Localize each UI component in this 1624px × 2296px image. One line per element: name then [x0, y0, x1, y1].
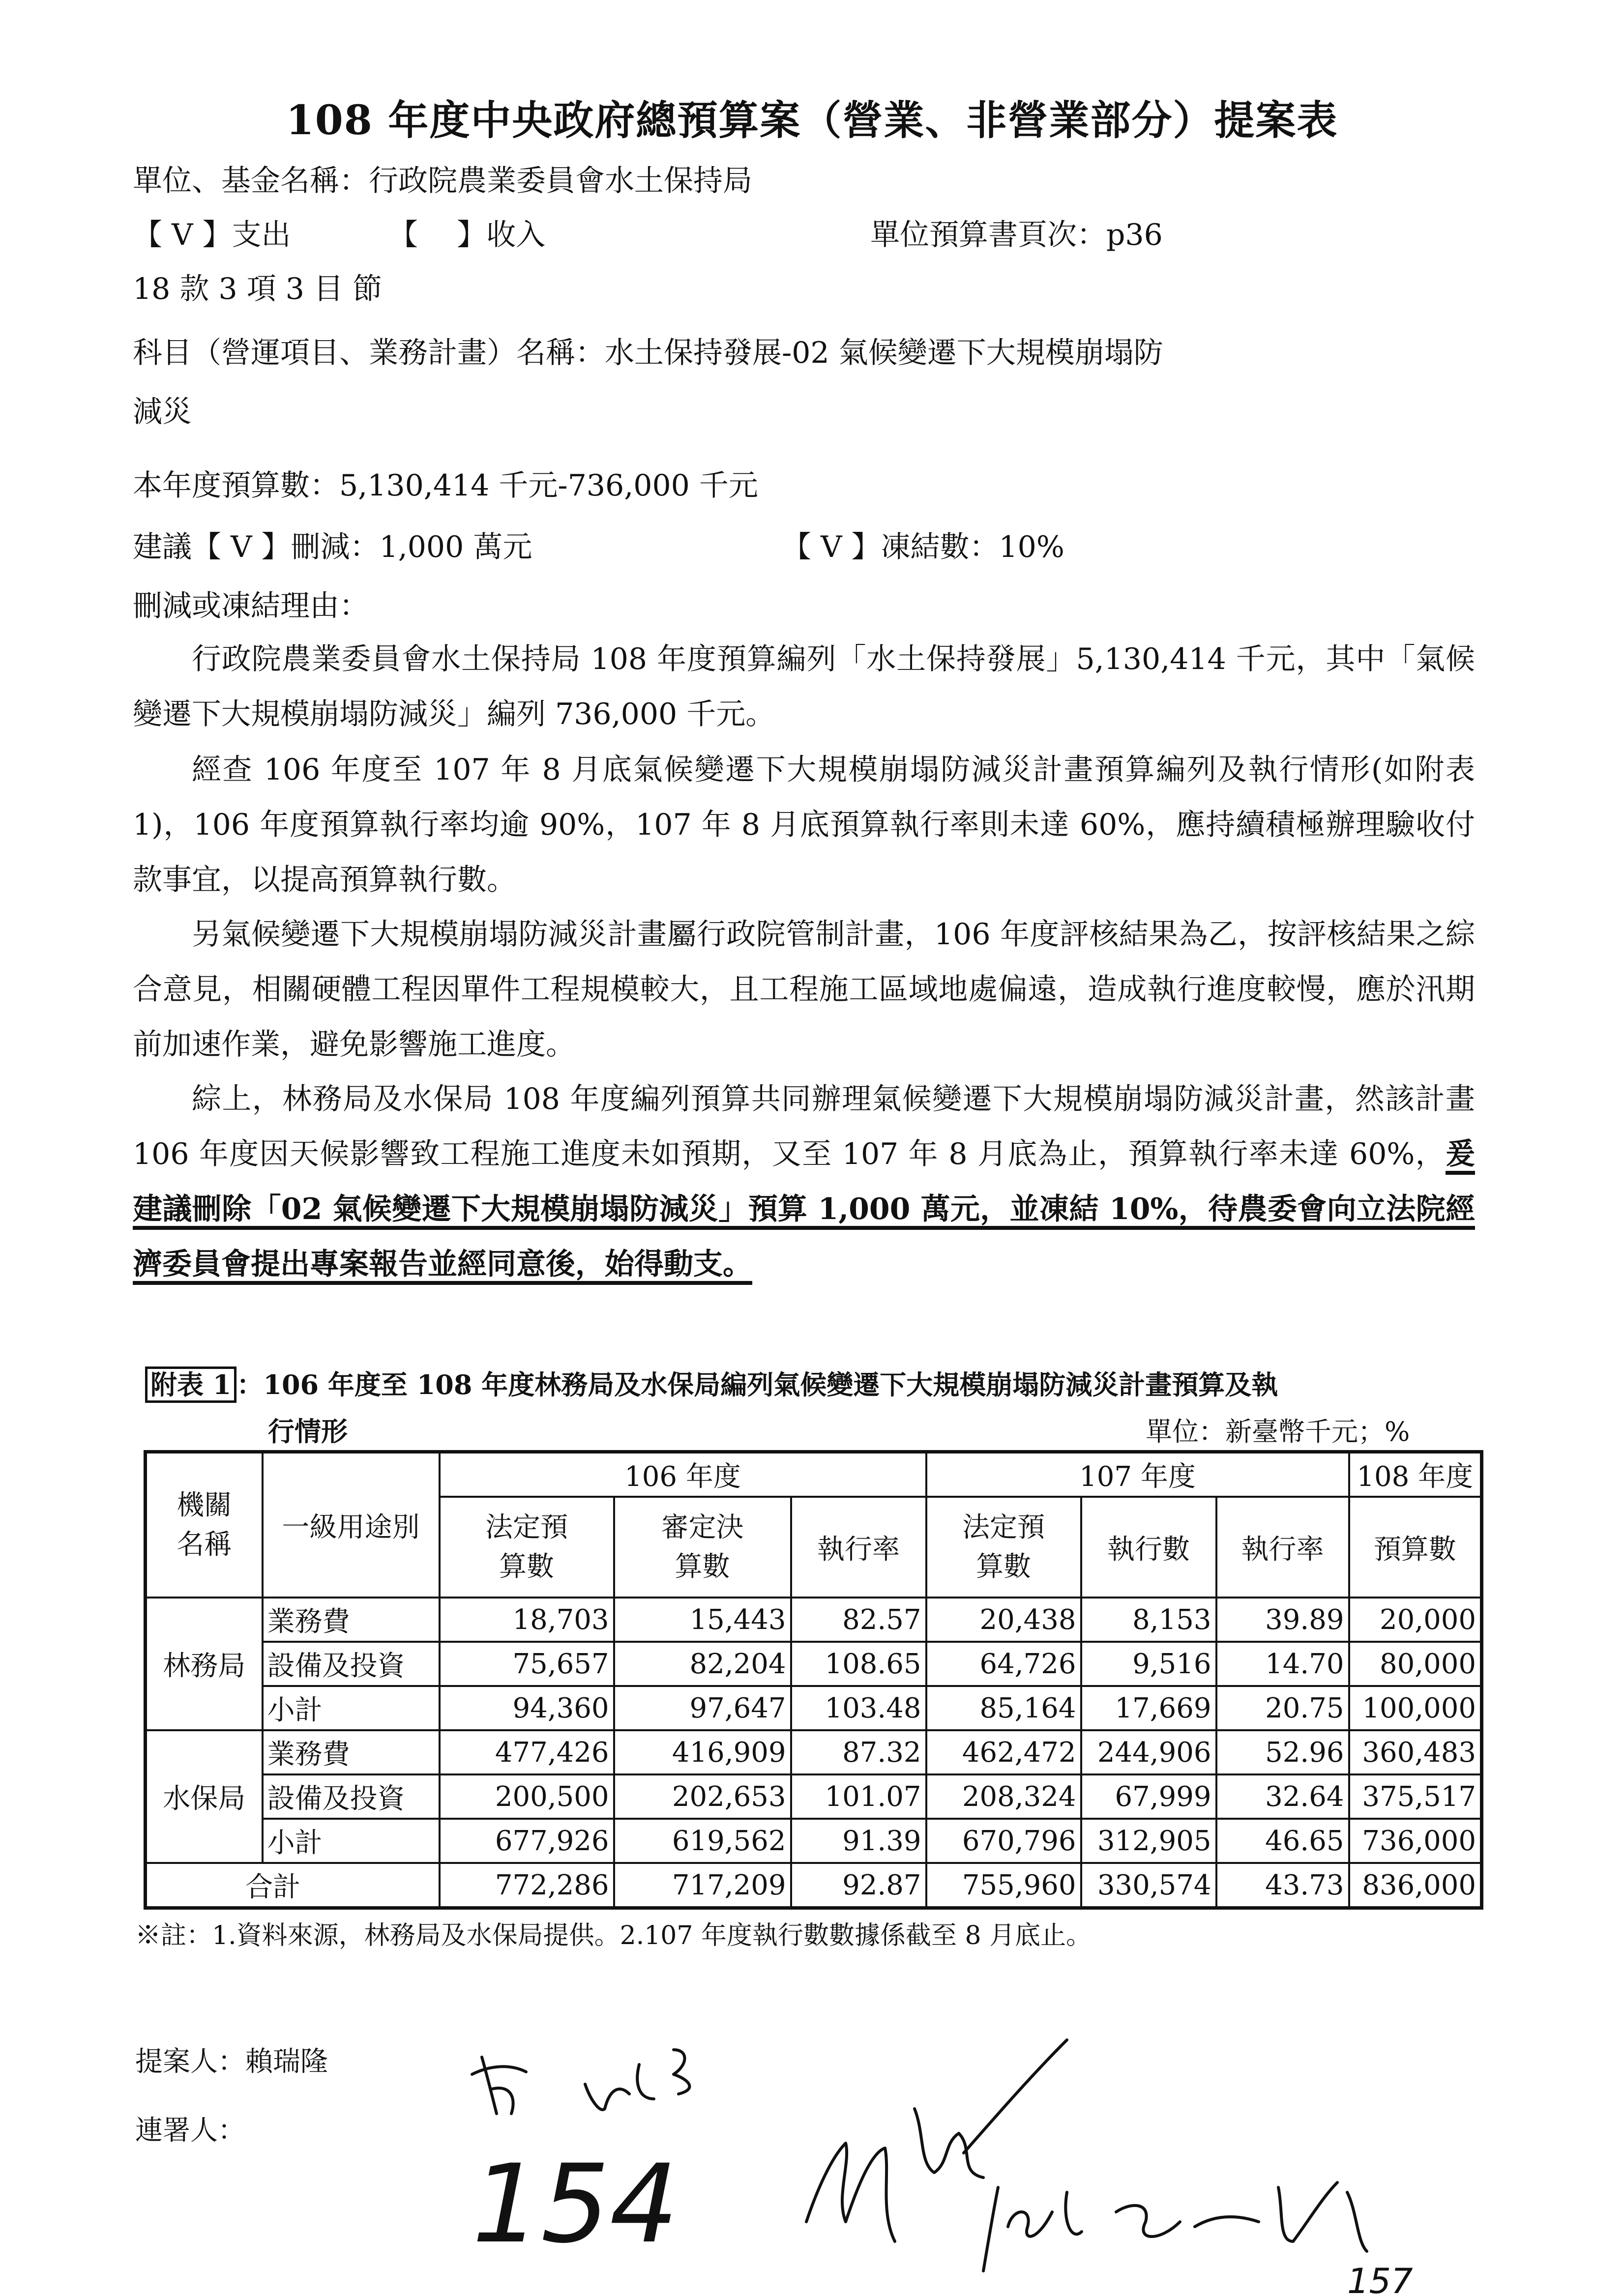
handwritten-number-157: 157: [1347, 2261, 1413, 2296]
annex-caption-line-1: ：106 年度至 108 年度林務局及水保局編列氣候變遷下大規模崩塌防減災計畫預算及執: [236, 1369, 1278, 1400]
category-cell: 設備及投資: [263, 1642, 440, 1686]
handwritten-number-154: 154: [472, 2141, 679, 2267]
value-cell: 17,669: [1081, 1686, 1216, 1730]
total-value-cell: 717,209: [614, 1863, 791, 1908]
header-107-rate: 執行率: [1216, 1497, 1349, 1598]
total-value-cell: 92.87: [791, 1863, 926, 1908]
value-cell: 375,517: [1349, 1774, 1482, 1819]
value-cell: 32.64: [1216, 1774, 1349, 1819]
value-cell: 736,000: [1349, 1819, 1482, 1863]
cosigner-signature-stroke: [964, 2040, 1067, 2153]
category-cell: 設備及投資: [263, 1774, 440, 1819]
value-cell: 85,164: [926, 1686, 1081, 1730]
value-cell: 20,000: [1349, 1598, 1482, 1642]
suggestion-freeze: 【 V 】凍結數：10%: [782, 530, 1064, 564]
value-cell: 91.39: [791, 1819, 926, 1863]
value-cell: 312,905: [1081, 1819, 1216, 1863]
unit-line: 單位、基金名稱：行政院農業委員會水土保持局: [133, 164, 752, 198]
value-cell: 8,153: [1081, 1598, 1216, 1642]
paragraph-2: 經查 106 年度至 107 年 8 月底氣候變遷下大規模崩塌防減災計畫預算編列及執行情形(如附表 1)，106 年度預算執行率均逾 90%，107 年 8 月底預算執行率則未達 60%，應持續積極辦理驗收付款事宜，以提高預算執行數。: [133, 753, 1475, 897]
value-cell: 462,472: [926, 1730, 1081, 1774]
value-cell: 477,426: [440, 1730, 614, 1774]
conclusion-text: 綜上，林務局及水保局 108 年度編列預算共同辦理氣候變遷下大規模崩塌防減災計畫，然該計畫 106 年度因天候影響致工程施工進度未如預期，又至 107 年 8 月底為止，預算執行率未達 60%，: [133, 1082, 1475, 1171]
value-cell: 416,909: [614, 1730, 791, 1774]
value-cell: 46.65: [1216, 1819, 1349, 1863]
subject-line-2: 減災: [133, 395, 192, 429]
header-agency: 機關名稱: [146, 1452, 263, 1598]
header-year-108: 108 年度: [1349, 1452, 1482, 1497]
value-cell: 18,703: [440, 1598, 614, 1642]
agency-cell: 林務局: [146, 1598, 263, 1730]
value-cell: 75,657: [440, 1642, 614, 1686]
header-106-rate: 執行率: [791, 1497, 926, 1598]
value-cell: 208,324: [926, 1774, 1081, 1819]
value-cell: 14.70: [1216, 1642, 1349, 1686]
total-value-cell: 836,000: [1349, 1863, 1482, 1908]
value-cell: 15,443: [614, 1598, 791, 1642]
value-cell: 87.32: [791, 1730, 926, 1774]
value-cell: 100,000: [1349, 1686, 1482, 1730]
total-value-cell: 755,960: [926, 1863, 1081, 1908]
value-cell: 244,906: [1081, 1730, 1216, 1774]
value-cell: 80,000: [1349, 1642, 1482, 1686]
header-107-exec: 執行數: [1081, 1497, 1216, 1598]
value-cell: 64,726: [926, 1642, 1081, 1686]
value-cell: 67,999: [1081, 1774, 1216, 1819]
total-value-cell: 43.73: [1216, 1863, 1349, 1908]
paragraph-1: 行政院農業委員會水土保持局 108 年度預算編列「水土保持發展」5,130,414 千元，其中「氣候變遷下大規模崩塌防減災」編列 736,000 千元。: [133, 642, 1475, 731]
income-checkbox-line: 【 】收入: [388, 218, 546, 252]
total-label: 合計: [146, 1863, 440, 1908]
total-value-cell: 772,286: [440, 1863, 614, 1908]
annex-caption-line-2: 行情形: [268, 1416, 348, 1447]
header-107-budget: 法定預算數: [926, 1497, 1081, 1598]
header-year-106: 106 年度: [440, 1452, 926, 1497]
cosigner-signature-2: [983, 2182, 1367, 2271]
header-106-budget: 法定預算數: [440, 1497, 614, 1598]
value-cell: 82.57: [791, 1598, 926, 1642]
category-cell: 業務費: [263, 1598, 440, 1642]
value-cell: 200,500: [440, 1774, 614, 1819]
annex-unit: 單位：新臺幣千元；%: [1146, 1416, 1410, 1447]
value-cell: 82,204: [614, 1642, 791, 1686]
value-cell: 619,562: [614, 1819, 791, 1863]
value-cell: 20.75: [1216, 1686, 1349, 1730]
paragraph-3: 另氣候變遷下大規模崩塌防減災計畫屬行政院管制計畫，106 年度評核結果為乙，按評核結果之綜合意見，相關硬體工程因單件工程規模較大，且工程施工區域地處偏遠，造成執行進度較慢，應於汛期前加速作業，避免影響施工進度。: [133, 917, 1475, 1062]
expense-checkbox-line: 【 V 】支出: [133, 218, 291, 252]
value-cell: 39.89: [1216, 1598, 1349, 1642]
cosigner-signature-1: [806, 2109, 983, 2241]
category-cell: 小計: [263, 1686, 440, 1730]
value-cell: 108.65: [791, 1642, 926, 1686]
value-cell: 94,360: [440, 1686, 614, 1730]
value-cell: 670,796: [926, 1819, 1081, 1863]
proposer-label: 提案人：賴瑞隆: [135, 2046, 328, 2078]
suggestion-cut: 建議【 V 】刪減：1,000 萬元: [133, 530, 532, 564]
total-value-cell: 330,574: [1081, 1863, 1216, 1908]
cosigner-label: 連署人：: [135, 2115, 245, 2147]
proposer-signature: [472, 2050, 689, 2114]
budget-amount: 本年度預算數：5,130,414 千元-736,000 千元: [133, 468, 758, 503]
value-cell: 52.96: [1216, 1730, 1349, 1774]
budget-page-ref: 單位預算書頁次：p36: [870, 218, 1163, 252]
header-category: 一級用途別: [263, 1452, 440, 1598]
conclusion-emphasis: 爰建議刪除「02 氣候變遷下大規模崩塌防減災」預算 1,000 萬元，並凍結 10%，待農委會向立法院經濟委員會提出專案報告並經同意後，始得動支。: [133, 1137, 1475, 1281]
page-title: 108 年度中央政府總預算案（營業、非營業部分）提案表: [286, 97, 1338, 144]
value-cell: 101.07: [791, 1774, 926, 1819]
value-cell: 9,516: [1081, 1642, 1216, 1686]
header-year-107: 107 年度: [926, 1452, 1349, 1497]
value-cell: 677,926: [440, 1819, 614, 1863]
category-cell: 業務費: [263, 1730, 440, 1774]
subject-line-1: 科目（營運項目、業務計畫）名稱：水土保持發展-02 氣候變遷下大規模崩塌防: [133, 336, 1163, 370]
budget-code: 18 款 3 項 3 目 節: [133, 272, 383, 306]
value-cell: 20,438: [926, 1598, 1081, 1642]
annex-label: 附表 1: [145, 1366, 236, 1403]
value-cell: 202,653: [614, 1774, 791, 1819]
category-cell: 小計: [263, 1819, 440, 1863]
value-cell: 97,647: [614, 1686, 791, 1730]
reason-heading: 刪減或凍結理由：: [133, 589, 369, 623]
value-cell: 103.48: [791, 1686, 926, 1730]
header-108-budget: 預算數: [1349, 1497, 1482, 1598]
header-106-final: 審定決算數: [614, 1497, 791, 1598]
agency-cell: 水保局: [146, 1730, 263, 1863]
value-cell: 360,483: [1349, 1730, 1482, 1774]
table-note: ※註：1.資料來源，林務局及水保局提供。2.107 年度執行數數據係截至 8 月底止。: [135, 1921, 1092, 1950]
